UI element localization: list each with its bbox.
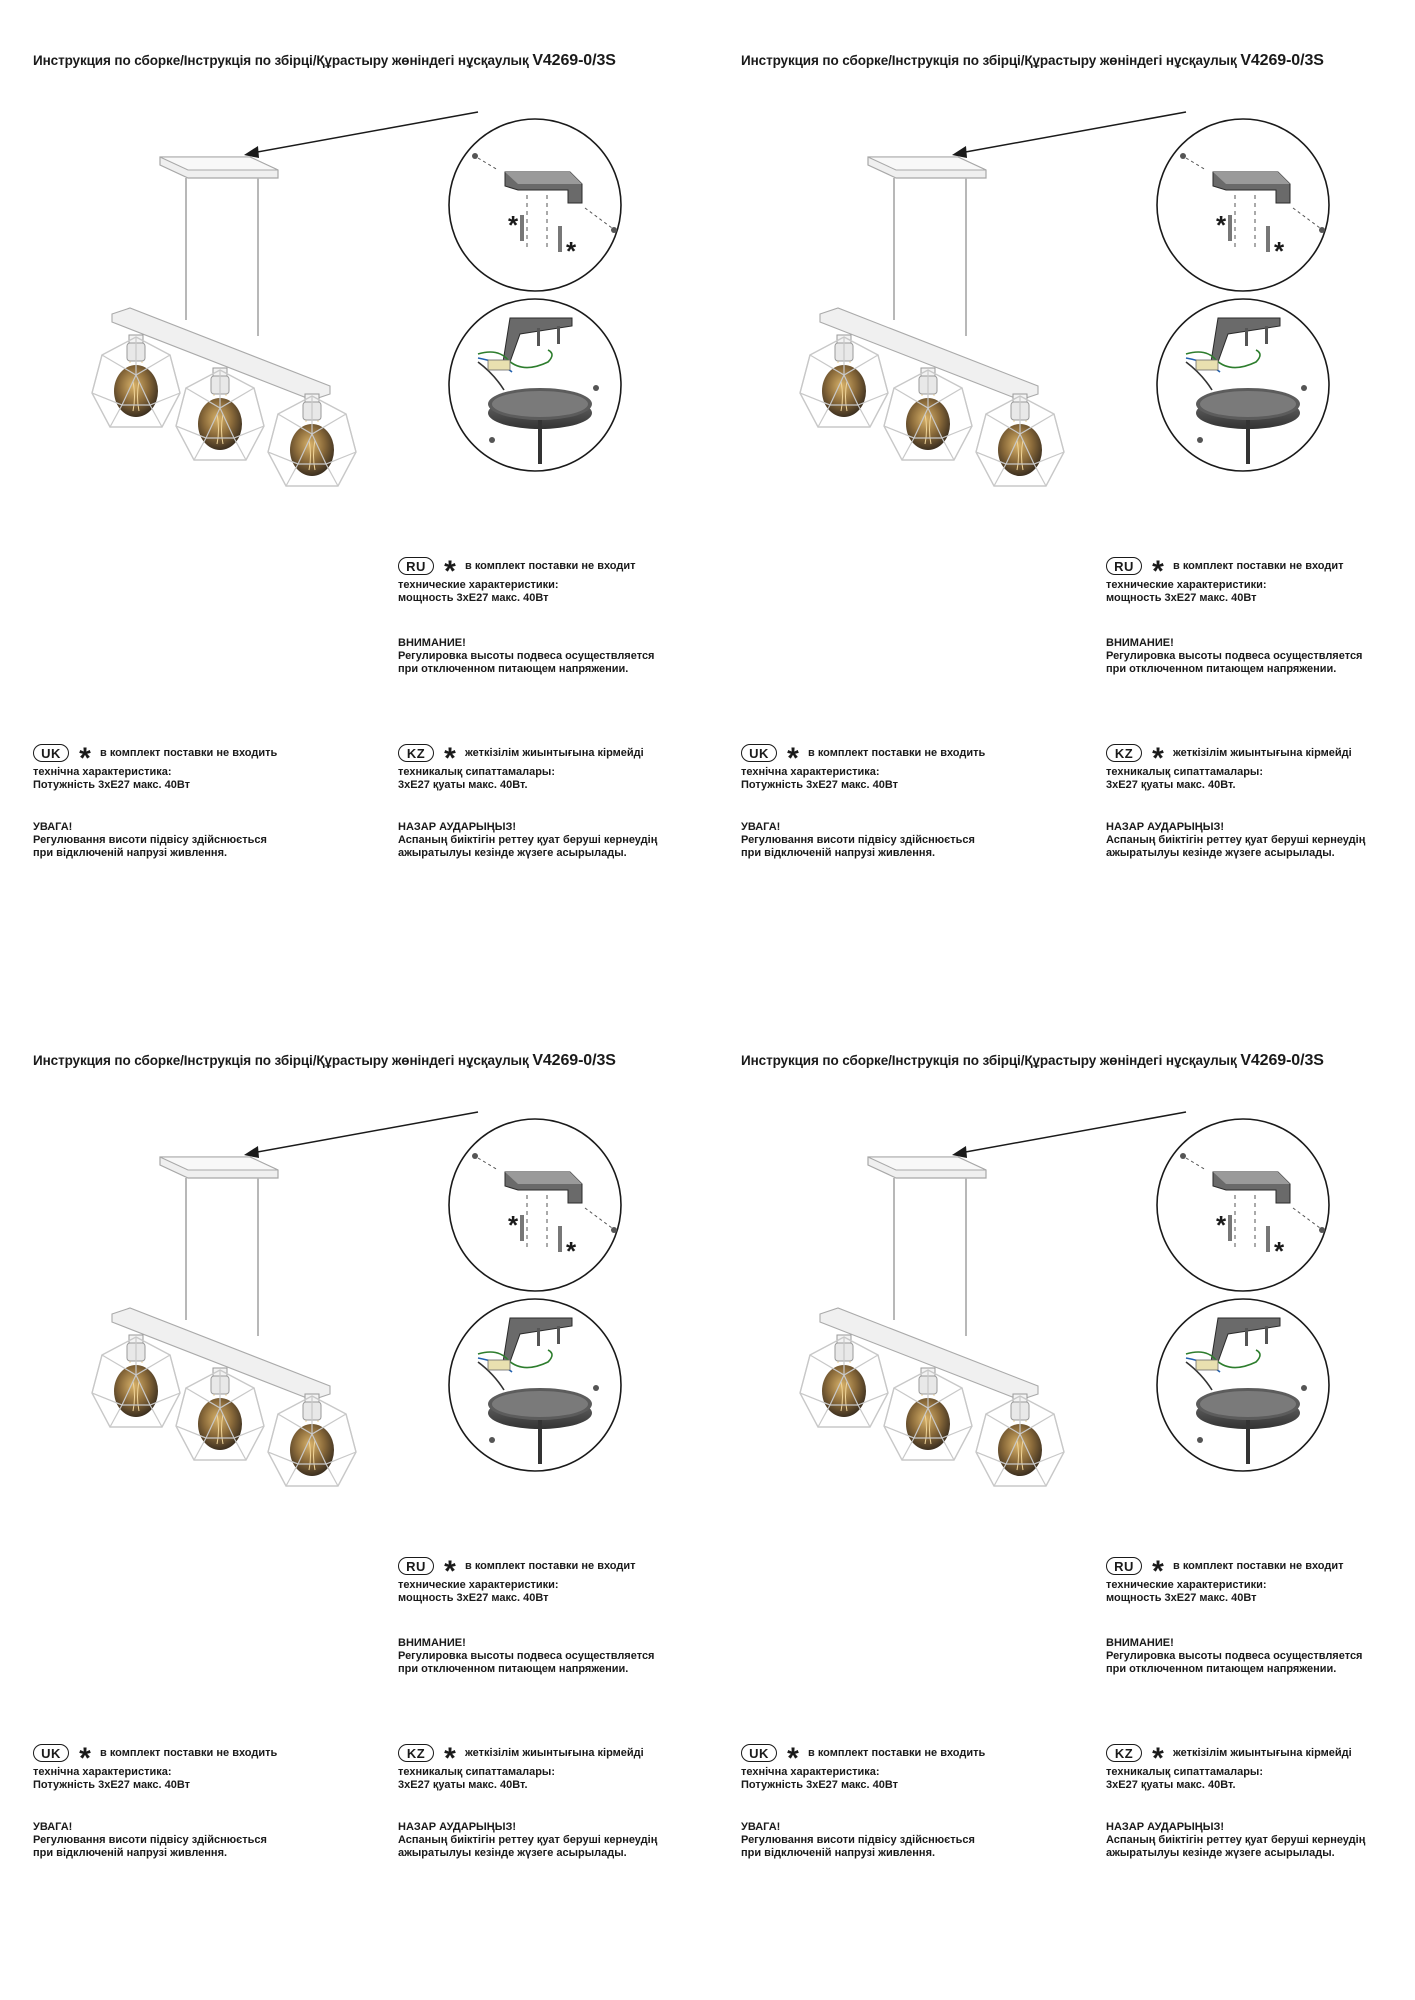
model-number: V4269-0/3S [1240, 1052, 1324, 1069]
warning-line: при отключенном питающем напряжении. [398, 1663, 629, 1675]
asterisk-icon: * [444, 1742, 456, 1775]
warning-title: НАЗАР АУДАРЫҢЫЗ! [398, 1821, 517, 1833]
asterisk-icon: * [1152, 1742, 1164, 1775]
warning-line: Регулировка высоты подвеса осуществляется [1106, 650, 1363, 662]
ru-badge: RU [398, 1557, 434, 1575]
spec-value: 3хЕ27 қуаты макс. 40Вт. [398, 779, 528, 791]
not-included-note: жеткізілім жиынтығына кірмейді [465, 746, 644, 759]
assembly-illustration [708, 1000, 1408, 1540]
not-included-note: в комплект поставки не входит [1173, 1559, 1344, 1572]
spec-value: мощность 3хЕ27 макс. 40Вт [1106, 592, 1257, 604]
warning-title: УВАГА! [741, 1821, 781, 1833]
uk-section [33, 742, 333, 860]
instruction-sheet [0, 1000, 700, 1990]
spec-value: Потужність 3хЕ27 макс. 40Вт [741, 779, 899, 791]
asterisk-icon: * [1152, 1555, 1164, 1588]
not-included-note: в комплект поставки не входить [100, 746, 278, 759]
asterisk-icon: * [1152, 742, 1164, 775]
asterisk-icon: * [79, 1742, 91, 1775]
ru-section [398, 1555, 698, 1676]
instruction-sheet [708, 0, 1408, 990]
warning-line: Регулировка высоты подвеса осуществляется [398, 650, 655, 662]
warning-title: НАЗАР АУДАРЫҢЫЗ! [1106, 821, 1225, 833]
warning-line: при відключеній напрузі живлення. [33, 847, 228, 859]
warning-line: при отключенном питающем напряжении. [1106, 1663, 1337, 1675]
not-included-note: в комплект поставки не входит [465, 1559, 636, 1572]
spec-title: технические характеристики: [1106, 1579, 1267, 1591]
not-included-note: в комплект поставки не входить [808, 1746, 986, 1759]
spec-title: техникалық сипаттамалары: [1106, 1766, 1263, 1778]
ru-section [1106, 1555, 1406, 1676]
not-included-note: в комплект поставки не входит [1173, 559, 1344, 572]
uk-badge: UK [33, 744, 69, 762]
warning-line: Аспаның биіктігін реттеу қуат беруші кернеудің [1106, 834, 1366, 846]
warning-title: ВНИМАНИЕ! [398, 1637, 466, 1649]
spec-value: 3хЕ27 қуаты макс. 40Вт. [1106, 779, 1236, 791]
not-included-note: жеткізілім жиынтығына кірмейді [1173, 1746, 1352, 1759]
spec-title: технічна характеристика: [33, 1766, 172, 1778]
not-included-note: жеткізілім жиынтығына кірмейді [465, 1746, 644, 1759]
warning-line: при отключенном питающем напряжении. [1106, 663, 1337, 675]
warning-title: НАЗАР АУДАРЫҢЫЗ! [398, 821, 517, 833]
not-included-note: в комплект поставки не входит [465, 559, 636, 572]
warning-line: ажыратылуы кезінде жүзеге асырылады. [398, 847, 627, 859]
warning-line: при відключеній напрузі живлення. [33, 1847, 228, 1859]
model-number: V4269-0/3S [1240, 52, 1324, 69]
kz-badge: KZ [398, 744, 434, 762]
kz-section [398, 1742, 698, 1860]
spec-title: технические характеристики: [1106, 579, 1267, 591]
spec-title: технічна характеристика: [741, 766, 880, 778]
warning-line: Регулювання висоти підвісу здійснюється [33, 1834, 267, 1846]
kz-badge: KZ [398, 1744, 434, 1762]
assembly-illustration [708, 0, 1408, 540]
uk-section [741, 742, 1041, 860]
sheet-title: Инструкция по сборке/Інструкція по збірці/Құрастыру жөніндегі нұсқаулық V4269-0/3S [741, 52, 1324, 69]
kz-section [1106, 742, 1406, 860]
uk-badge: UK [33, 1744, 69, 1762]
spec-value: мощность 3хЕ27 макс. 40Вт [398, 1592, 549, 1604]
warning-title: УВАГА! [33, 821, 73, 833]
kz-section [398, 742, 698, 860]
asterisk-icon: * [444, 555, 456, 588]
sheet-title: Инструкция по сборке/Інструкція по збірці/Құрастыру жөніндегі нұсқаулық V4269-0/3S [33, 52, 616, 69]
asterisk-icon: * [444, 742, 456, 775]
spec-title: техникалық сипаттамалары: [398, 1766, 555, 1778]
spec-value: мощность 3хЕ27 макс. 40Вт [398, 592, 549, 604]
not-included-note: в комплект поставки не входить [100, 1746, 278, 1759]
spec-value: мощность 3хЕ27 макс. 40Вт [1106, 1592, 1257, 1604]
warning-line: при відключеній напрузі живлення. [741, 847, 936, 859]
uk-section [33, 1742, 333, 1860]
uk-badge: UK [741, 1744, 777, 1762]
spec-title: техникалық сипаттамалары: [1106, 766, 1263, 778]
uk-badge: UK [741, 744, 777, 762]
warning-line: при отключенном питающем напряжении. [398, 663, 629, 675]
warning-line: Регулювання висоти підвісу здійснюється [33, 834, 267, 846]
spec-title: технічна характеристика: [33, 766, 172, 778]
sheet-title: Инструкция по сборке/Інструкція по збірці/Құрастыру жөніндегі нұсқаулық V4269-0/3S [33, 1052, 616, 1069]
warning-title: УВАГА! [741, 821, 781, 833]
warning-line: Регулировка высоты подвеса осуществляется [398, 1650, 655, 1662]
uk-section [741, 1742, 1041, 1860]
warning-line: Регулювання висоти підвісу здійснюється [741, 834, 975, 846]
instruction-sheet [708, 1000, 1408, 1990]
kz-section [1106, 1742, 1406, 1860]
ru-badge: RU [1106, 1557, 1142, 1575]
warning-line: Аспаның биіктігін реттеу қуат беруші кернеудің [398, 1834, 658, 1846]
warning-title: НАЗАР АУДАРЫҢЫЗ! [1106, 1821, 1225, 1833]
asterisk-icon: * [787, 1742, 799, 1775]
model-number: V4269-0/3S [532, 1052, 616, 1069]
warning-line: ажыратылуы кезінде жүзеге асырылады. [1106, 1847, 1335, 1859]
warning-title: ВНИМАНИЕ! [398, 637, 466, 649]
asterisk-icon: * [1152, 555, 1164, 588]
assembly-illustration [0, 0, 700, 540]
spec-value: Потужність 3хЕ27 макс. 40Вт [33, 1779, 191, 1791]
asterisk-icon: * [787, 742, 799, 775]
ru-badge: RU [1106, 557, 1142, 575]
asterisk-icon: * [444, 1555, 456, 1588]
warning-line: ажыратылуы кезінде жүзеге асырылады. [398, 1847, 627, 1859]
not-included-note: жеткізілім жиынтығына кірмейді [1173, 746, 1352, 759]
instruction-sheet [0, 0, 700, 990]
warning-line: ажыратылуы кезінде жүзеге асырылады. [1106, 847, 1335, 859]
spec-title: технические характеристики: [398, 1579, 559, 1591]
model-number: V4269-0/3S [532, 52, 616, 69]
ru-badge: RU [398, 557, 434, 575]
asterisk-icon: * [79, 742, 91, 775]
ru-section [1106, 555, 1406, 676]
warning-line: Аспаның биіктігін реттеу қуат беруші кернеудің [1106, 1834, 1366, 1846]
spec-value: 3хЕ27 қуаты макс. 40Вт. [398, 1779, 528, 1791]
spec-title: технічна характеристика: [741, 1766, 880, 1778]
ru-section [398, 555, 698, 676]
kz-badge: KZ [1106, 744, 1142, 762]
kz-badge: KZ [1106, 1744, 1142, 1762]
warning-title: ВНИМАНИЕ! [1106, 1637, 1174, 1649]
warning-line: Аспаның биіктігін реттеу қуат беруші кернеудің [398, 834, 658, 846]
spec-value: 3хЕ27 қуаты макс. 40Вт. [1106, 1779, 1236, 1791]
spec-title: техникалық сипаттамалары: [398, 766, 555, 778]
warning-line: при відключеній напрузі живлення. [741, 1847, 936, 1859]
sheet-title: Инструкция по сборке/Інструкція по збірці/Құрастыру жөніндегі нұсқаулық V4269-0/3S [741, 1052, 1324, 1069]
spec-value: Потужність 3хЕ27 макс. 40Вт [741, 1779, 899, 1791]
warning-title: УВАГА! [33, 1821, 73, 1833]
spec-title: технические характеристики: [398, 579, 559, 591]
spec-value: Потужність 3хЕ27 макс. 40Вт [33, 779, 191, 791]
assembly-illustration [0, 1000, 700, 1540]
warning-title: ВНИМАНИЕ! [1106, 637, 1174, 649]
not-included-note: в комплект поставки не входить [808, 746, 986, 759]
warning-line: Регулювання висоти підвісу здійснюється [741, 1834, 975, 1846]
warning-line: Регулировка высоты подвеса осуществляется [1106, 1650, 1363, 1662]
